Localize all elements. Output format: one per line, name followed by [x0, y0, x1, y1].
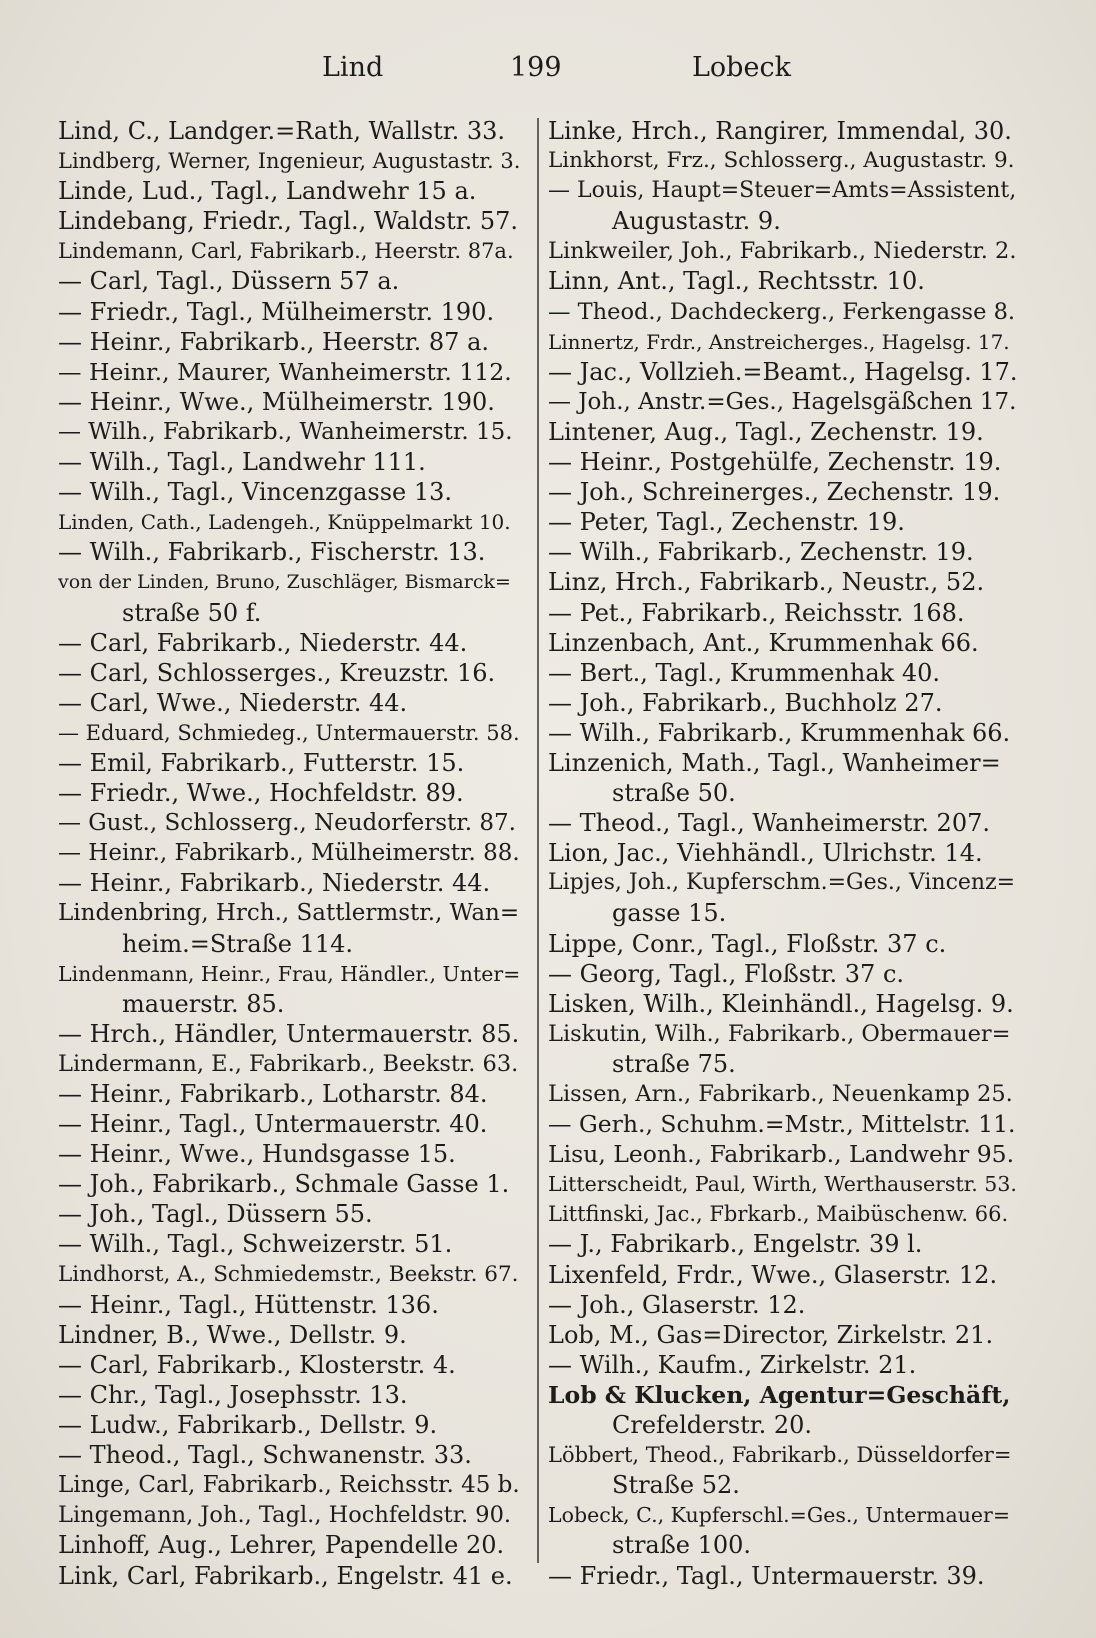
page-header: [0, 46, 1096, 90]
directory-entry: — Theod., Tagl., Schwanenstr. 33.: [58, 1441, 472, 1470]
directory-entry: Lintener, Aug., Tagl., Zechenstr. 19.: [548, 417, 984, 446]
directory-entry: Lindenbring, Hrch., Sattlermstr., Wan=: [58, 900, 520, 927]
directory-entry-continuation: straße 75.: [612, 1049, 736, 1078]
directory-entry: — Carl, Schlosserges., Kreuzstr. 16.: [58, 658, 496, 687]
directory-entry: — Joh., Fabrikarb., Buchholz 27.: [548, 688, 943, 717]
directory-entry: — Carl, Fabrikarb., Klosterstr. 4.: [58, 1350, 456, 1379]
directory-entry: Link, Carl, Fabrikarb., Engelstr. 41 e.: [58, 1561, 513, 1590]
column-divider: [537, 118, 539, 1563]
directory-entry: — J., Fabrikarb., Engelstr. 39 l.: [548, 1230, 923, 1259]
directory-entry: Lisken, Wilh., Kleinhändl., Hagelsg. 9.: [548, 989, 1014, 1018]
directory-entry: — Friedr., Wwe., Hochfeldstr. 89.: [58, 779, 464, 808]
directory-entry: Linhoff, Aug., Lehrer, Papendelle 20.: [58, 1531, 505, 1560]
directory-entry: Linden, Cath., Ladengeh., Knüppelmarkt 10.: [58, 510, 511, 535]
directory-entry: Liskutin, Wilh., Fabrikarb., Obermauer=: [548, 1020, 1011, 1047]
directory-entry: Lindberg, Werner, Ingenieur, Augustastr. 3.: [58, 149, 520, 174]
directory-entry: Lisu, Leonh., Fabrikarb., Landwehr 95.: [548, 1140, 1015, 1169]
directory-entry: — Heinr., Fabrikarb., Niederstr. 44.: [58, 869, 491, 898]
directory-entry-continuation: straße 50.: [612, 779, 736, 808]
directory-entry: — Wilh., Tagl., Vincenzgasse 13.: [58, 478, 453, 507]
directory-entry: Lixenfeld, Frdr., Wwe., Glaserstr. 12.: [548, 1260, 998, 1289]
directory-entry: — Eduard, Schmiedeg., Untermauerstr. 58.: [58, 720, 520, 745]
directory-entry: — Joh., Glaserstr. 12.: [548, 1290, 806, 1319]
directory-entry: — Joh., Fabrikarb., Schmale Gasse 1.: [58, 1170, 510, 1199]
directory-entry: — Peter, Tagl., Zechenstr. 19.: [548, 508, 905, 537]
directory-entry: — Heinr., Fabrikarb., Mülheimerstr. 88.: [58, 840, 520, 867]
directory-entry: — Friedr., Tagl., Untermauerstr. 39.: [548, 1561, 985, 1590]
directory-entry: Linke, Hrch., Rangirer, Immendal, 30.: [548, 117, 1012, 145]
directory-entry: Linde, Lud., Tagl., Landwehr 15 a.: [58, 177, 477, 206]
directory-entry: Lindner, B., Wwe., Dellstr. 9.: [58, 1320, 407, 1349]
directory-entry: — Wilh., Fabrikarb., Fischerstr. 13.: [58, 538, 486, 567]
directory-entry: Littfinski, Jac., Fbrkarb., Maibüschenw. 66.: [548, 1202, 1009, 1227]
directory-entry: Linge, Carl, Fabrikarb., Reichsstr. 45 b.: [58, 1472, 520, 1499]
directory-entry-continuation: straße 50 f.: [122, 598, 262, 627]
directory-entry: Linkhorst, Frz., Schlosserg., Augustastr. 9.: [548, 148, 1015, 174]
header-right-keyword: Lobeck: [692, 52, 791, 83]
directory-entry: — Joh., Anstr.=Ges., Hagelsgäßchen 17.: [548, 388, 1017, 415]
directory-entry: — Georg, Tagl., Floßstr. 37 c.: [548, 959, 905, 988]
directory-entry: — Pet., Fabrikarb., Reichsstr. 168.: [548, 598, 965, 627]
directory-entry: Löbbert, Theod., Fabrikarb., Düsseldorfer=: [548, 1443, 1012, 1468]
directory-entry: Lob, M., Gas=Director, Zirkelstr. 21.: [548, 1320, 994, 1349]
directory-entry: Linkweiler, Joh., Fabrikarb., Niederstr. 2.: [548, 238, 1017, 265]
directory-entry: — Heinr., Wwe., Mülheimerstr. 190.: [58, 387, 495, 416]
directory-entry: Lobeck, C., Kupferschl.=Ges., Untermauer=: [548, 1503, 1011, 1528]
directory-entry: — Heinr., Tagl., Hüttenstr. 136.: [58, 1290, 439, 1319]
directory-entry: Litterscheidt, Paul, Wirth, Werthauserstr. 53.: [548, 1172, 1017, 1197]
directory-entry: — Louis, Haupt=Steuer=Amts=Assistent,: [548, 178, 1017, 204]
header-left-keyword: Lind: [322, 52, 384, 83]
directory-entry: — Carl, Wwe., Niederstr. 44.: [58, 688, 408, 717]
directory-entry: Lippe, Conr., Tagl., Floßstr. 37 c.: [548, 929, 947, 958]
directory-entry: — Wilh., Fabrikarb., Zechenstr. 19.: [548, 538, 974, 567]
directory-entry: Linz, Hrch., Fabrikarb., Neustr., 52.: [548, 568, 985, 597]
directory-entry: Lipjes, Joh., Kupferschm.=Ges., Vincenz=: [548, 870, 1016, 896]
directory-entry-continuation: Augustastr. 9.: [612, 207, 781, 236]
directory-entry: — Friedr., Tagl., Mülheimerstr. 190.: [58, 297, 495, 326]
directory-entry: — Heinr., Fabrikarb., Lotharstr. 84.: [58, 1080, 488, 1108]
directory-entry: — Gust., Schlosserg., Neudorferstr. 87.: [58, 810, 516, 837]
directory-entry: Lindhorst, A., Schmiedemstr., Beekstr. 67.: [58, 1261, 519, 1287]
directory-entry: — Heinr., Postgehülfe, Zechenstr. 19.: [548, 448, 1002, 477]
directory-entry-continuation: straße 100.: [612, 1531, 752, 1560]
directory-entry: — Carl, Fabrikarb., Niederstr. 44.: [58, 628, 468, 657]
directory-entry: — Hrch., Händler, Untermauerstr. 85.: [58, 1019, 520, 1048]
directory-entry: — Wilh., Tagl., Landwehr 111.: [58, 448, 426, 477]
directory-entry: Linzenbach, Ant., Krummenhak 66.: [548, 628, 979, 657]
directory-entry: — Jac., Vollzieh.=Beamt., Hagelsg. 17.: [548, 357, 1018, 386]
directory-entry: Lissen, Arn., Fabrikarb., Neuenkamp 25.: [548, 1081, 1013, 1107]
page-number: 199: [510, 52, 562, 83]
directory-entry: — Emil, Fabrikarb., Futterstr. 15.: [58, 748, 465, 777]
directory-entry: Lindebang, Friedr., Tagl., Waldstr. 57.: [58, 207, 519, 236]
directory-entry: Linn, Ant., Tagl., Rechtsstr. 10.: [548, 267, 925, 296]
directory-entry: Lion, Jac., Viehhändl., Ulrichstr. 14.: [548, 839, 983, 868]
directory-entry: — Gerh., Schuhm.=Mstr., Mittelstr. 11.: [548, 1110, 1016, 1139]
directory-entry: — Carl, Tagl., Düssern 57 a.: [58, 267, 400, 296]
directory-entry: Lindemann, Carl, Fabrikarb., Heerstr. 87a.: [58, 239, 514, 264]
directory-entry-continuation: Crefelderstr. 20.: [612, 1411, 813, 1440]
directory-entry: — Wilh., Fabrikarb., Krummenhak 66.: [548, 718, 1011, 747]
directory-entry: — Wilh., Fabrikarb., Wanheimerstr. 15.: [58, 418, 513, 445]
directory-entry: — Joh., Tagl., Düssern 55.: [58, 1200, 373, 1229]
directory-entry: — Heinr., Wwe., Hundsgasse 15.: [58, 1140, 456, 1169]
directory-entry: — Theod., Dachdeckerg., Ferkengasse 8.: [548, 298, 1016, 325]
directory-entry: — Wilh., Kaufm., Zirkelstr. 21.: [548, 1350, 917, 1379]
directory-entry: Lingemann, Joh., Tagl., Hochfeldstr. 90.: [58, 1502, 512, 1529]
directory-entry: Lob & Klucken, Agentur=Geschäft,: [548, 1380, 1011, 1409]
right-column: [548, 116, 1018, 1591]
directory-entry: — Chr., Tagl., Josephsstr. 13.: [58, 1380, 408, 1409]
directory-entry: — Heinr., Fabrikarb., Heerstr. 87 a.: [58, 327, 490, 356]
directory-entry: — Heinr., Maurer, Wanheimerstr. 112.: [58, 357, 512, 386]
directory-entry: Lindermann, E., Fabrikarb., Beekstr. 63.: [58, 1050, 519, 1077]
directory-entry: — Theod., Tagl., Wanheimerstr. 207.: [548, 809, 990, 838]
directory-entry: Linzenich, Math., Tagl., Wanheimer=: [548, 748, 1001, 777]
directory-entry: Lindenmann, Heinr., Frau, Händler., Unter=: [58, 961, 520, 986]
directory-entry-continuation: Straße 52.: [612, 1471, 740, 1500]
left-column: [58, 116, 520, 1591]
directory-entry: — Bert., Tagl., Krummenhak 40.: [548, 658, 940, 687]
directory-entry: — Ludw., Fabrikarb., Dellstr. 9.: [58, 1411, 438, 1440]
directory-entry: — Wilh., Tagl., Schweizerstr. 51.: [58, 1230, 453, 1259]
directory-entry-continuation: gasse 15.: [612, 899, 727, 928]
directory-entry: von der Linden, Bruno, Zuschläger, Bismarck=: [58, 571, 511, 594]
directory-entry: Linnertz, Frdr., Anstreicherges., Hagelsg. 17.: [548, 329, 1010, 354]
directory-entry-continuation: heim.=Straße 114.: [122, 929, 353, 958]
directory-entry: — Heinr., Tagl., Untermauerstr. 40.: [58, 1110, 488, 1139]
directory-entry: — Joh., Schreinerges., Zechenstr. 19.: [548, 478, 1001, 507]
directory-entry: Lind, C., Landger.=Rath, Wallstr. 33.: [58, 117, 506, 145]
directory-entry-continuation: mauerstr. 85.: [122, 989, 285, 1018]
